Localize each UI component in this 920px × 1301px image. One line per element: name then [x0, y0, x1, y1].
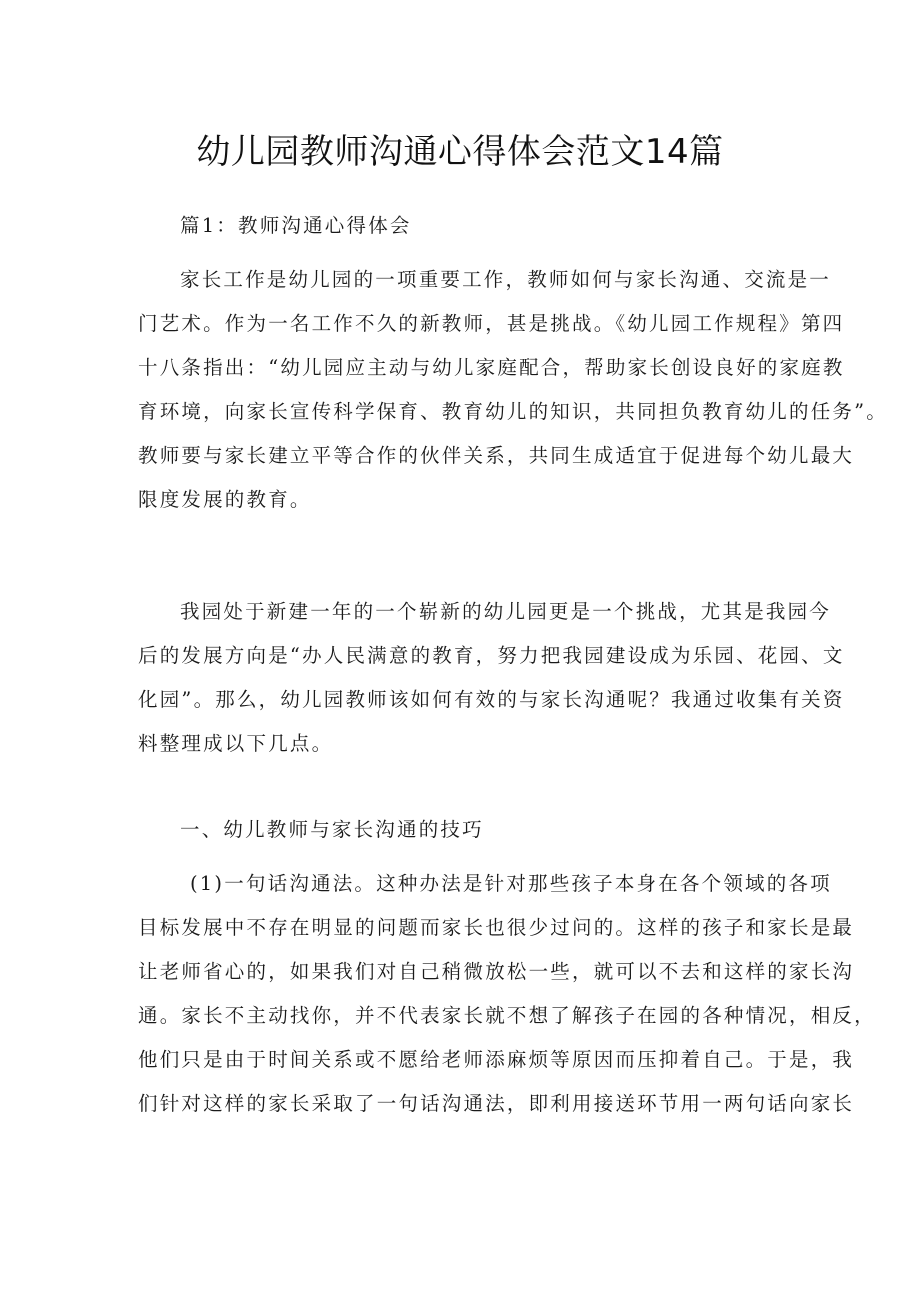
paragraph-line: 育环境，向家长宣传科学保育、教育幼儿的知识，共同担负教育幼儿的任务”。 — [138, 400, 888, 423]
paragraph-line: 通。家长不主动找你，并不代表家长就不想了解孩子在园的各种情况，相反， — [138, 1004, 876, 1027]
paragraph-line: 限度发展的教育。 — [138, 488, 312, 511]
paragraph-line: 门艺术。作为一名工作不久的新教师，甚是挑战。《幼儿园工作规程》第四 — [138, 312, 845, 335]
paragraph-line: 家长工作是幼儿园的一项重要工作，教师如何与家长沟通、交流是一 — [180, 268, 832, 291]
paragraph-line: 目标发展中不存在明显的问题而家长也很少过问的。这样的孩子和家长是最 — [138, 916, 855, 939]
subheading: 一、幼儿教师与家长沟通的技巧 — [180, 818, 484, 841]
section-title: 篇1：教师沟通心得体会 — [180, 214, 412, 237]
paragraph-line: 料整理成以下几点。 — [138, 732, 334, 755]
paragraph-line: (1)一句话沟通法。这种办法是针对那些孩子本身在各个领域的各项 — [190, 872, 832, 895]
paragraph-line: 我园处于新建一年的一个崭新的幼儿园更是一个挑战，尤其是我园今 — [180, 600, 832, 623]
paragraph-line: 十八条指出：“幼儿园应主动与幼儿家庭配合，帮助家长创设良好的家庭教 — [138, 356, 845, 379]
paragraph-line: 他们只是由于时间关系或不愿给老师添麻烦等原因而压抑着自己。于是，我 — [138, 1048, 855, 1071]
paragraph-line: 化园”。那么，幼儿园教师该如何有效的与家长沟通呢？我通过收集有关资 — [138, 688, 845, 711]
paragraph-3 — [138, 862, 876, 1126]
paragraph-line: 教师要与家长建立平等合作的伙伴关系，共同生成适宜于促进每个幼儿最大 — [138, 444, 855, 467]
document-title: 幼儿园教师沟通心得体会范文14篇 — [196, 132, 724, 172]
paragraph-line: 们针对这样的家长采取了一句话沟通法，即利用接送环节用一两句话向家长 — [138, 1092, 855, 1115]
paragraph-2 — [138, 590, 845, 766]
paragraph-line: 让老师省心的，如果我们对自己稍微放松一些，就可以不去和这样的家长沟 — [138, 960, 855, 983]
paragraph-line: 后的发展方向是“办人民满意的教育，努力把我园建设成为乐园、花园、文 — [138, 644, 845, 667]
paragraph-1 — [138, 258, 888, 522]
